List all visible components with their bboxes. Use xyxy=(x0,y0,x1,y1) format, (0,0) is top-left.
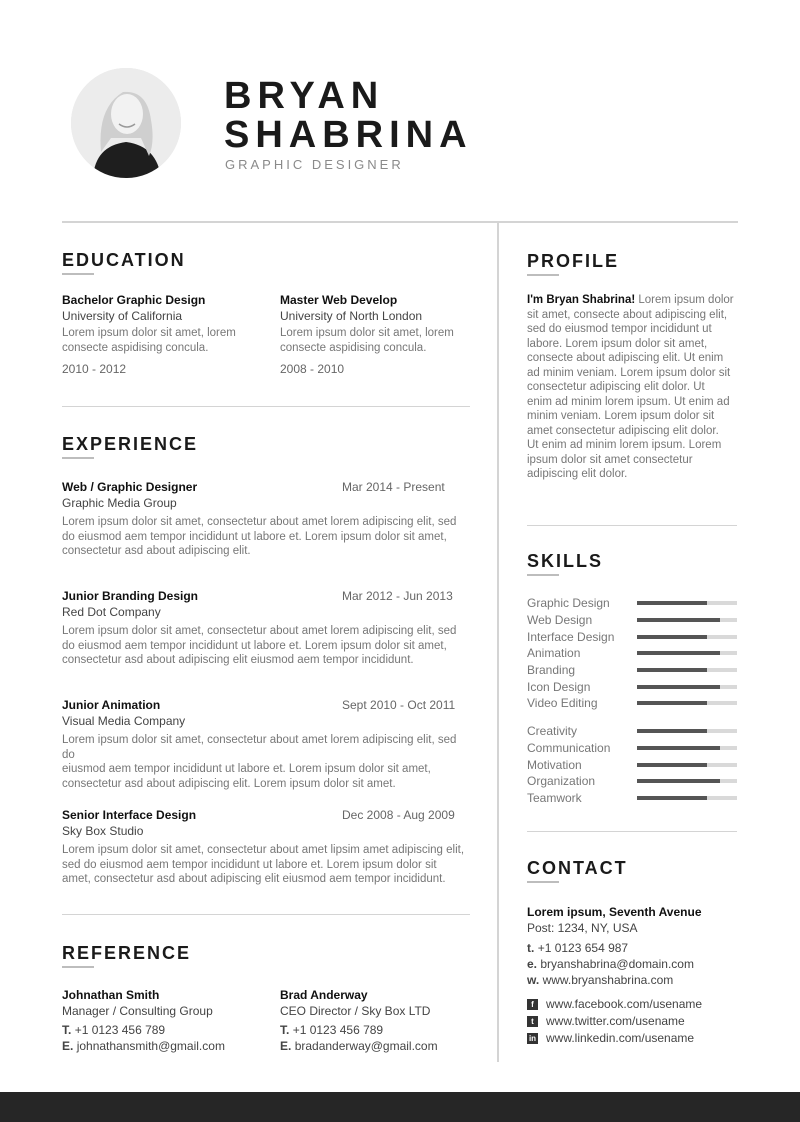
email-value[interactable]: johnathansmith@gmail.com xyxy=(76,1039,225,1053)
email-label: e. xyxy=(527,957,538,971)
skill-bar xyxy=(637,651,737,655)
profile-line: minim veniam. Lorem ipsum dolor sit xyxy=(527,410,715,422)
contact-address: Lorem ipsum, Seventh Avenue xyxy=(527,905,702,919)
contact-post: Post: 1234, NY, USA xyxy=(527,921,638,935)
experience-desc: consectetur asd about adipiscing elit. Lorem ipsum dolor sit amet. xyxy=(62,777,396,790)
web-label: w. xyxy=(527,973,540,987)
experience-desc: do eiusmod aem tempor incididunt ut labore et. Lorem ipsum dolor sit amet, xyxy=(62,639,447,652)
experience-company: Red Dot Company xyxy=(62,605,161,619)
skill-label: Motivation xyxy=(527,757,582,772)
profile-line: sed do eiusmod tempor incididunt ut xyxy=(527,323,712,335)
skill-label: Video Editing xyxy=(527,696,598,711)
experience-desc: consectetur asd about adipiscing elit eiusmod aem tempor incididunt. xyxy=(62,654,414,666)
social-url[interactable]: www.twitter.com/usename xyxy=(546,1014,685,1028)
contact-heading: CONTACT xyxy=(527,858,628,878)
skill-row xyxy=(527,612,739,629)
reference-email xyxy=(62,1039,272,1053)
skill-row xyxy=(527,740,739,757)
contact-email xyxy=(527,957,742,971)
profile-intro: I'm Bryan Shabrina! xyxy=(527,294,636,306)
profile-line: consectetur adipiscing elit dolor. Ut xyxy=(527,381,705,393)
reference-item xyxy=(280,988,490,1053)
heading-underline xyxy=(527,274,559,276)
skill-bar xyxy=(637,618,737,622)
education-heading: EDUCATION xyxy=(62,250,186,270)
profile-line: amet consectetur adipiscing elit dolor. xyxy=(527,424,719,437)
education-desc: Lorem ipsum dolor sit amet, lorem xyxy=(62,327,236,339)
heading-underline xyxy=(62,273,94,275)
profile-line: Ut enim ad minim lorem ipsum. Lorem xyxy=(527,439,722,451)
profile-heading: PROFILE xyxy=(527,251,620,271)
profile-line: consecte about adipiscing elit. Ut enim xyxy=(527,352,724,364)
first-name: BRYAN xyxy=(224,75,385,117)
section-divider xyxy=(62,914,470,915)
profile-line: Lorem ipsum dolor xyxy=(638,294,734,306)
skill-row xyxy=(527,595,739,612)
education-degree: Master Web Develop xyxy=(280,293,398,307)
experience-desc: sed do eiusmod aem tempor incididunt ut labore et. Lorem ipsum dolor sit xyxy=(62,858,437,871)
linkedin-icon: in xyxy=(528,1033,537,1043)
skill-bar-fill xyxy=(637,763,707,767)
experience-heading: EXPERIENCE xyxy=(62,434,199,454)
skill-row xyxy=(527,678,739,695)
web-value[interactable]: www.bryanshabrina.com xyxy=(542,973,674,987)
experience-dates: Mar 2012 - Jun 2013 xyxy=(342,589,453,603)
experience-item xyxy=(62,808,472,887)
contact-website xyxy=(527,973,742,987)
email-value[interactable]: bryanshabrina@domain.com xyxy=(540,957,694,971)
reference-position: CEO Director / Sky Box LTD xyxy=(280,1004,431,1018)
social-links xyxy=(527,997,742,1045)
profile-line: adipiscing elit dolor. xyxy=(527,468,628,480)
skill-row xyxy=(527,723,739,740)
phone-label: T. xyxy=(62,1023,72,1037)
section-divider xyxy=(527,525,737,526)
skill-bar-fill xyxy=(637,635,707,639)
email-label: E. xyxy=(280,1039,292,1053)
experience-role: Junior Animation xyxy=(62,698,161,712)
skill-bar xyxy=(637,701,737,705)
email-value[interactable]: bradanderway@gmail.com xyxy=(294,1039,438,1053)
experience-dates: Mar 2014 - Present xyxy=(342,480,445,494)
skill-bar xyxy=(637,601,737,605)
reference-item xyxy=(62,988,272,1053)
profile-line: ad minim veniam. Lorem ipsum dolor sit xyxy=(527,366,731,379)
experience-item xyxy=(62,589,472,668)
experience-company: Visual Media Company xyxy=(62,714,186,728)
profile-line: labore. Lorem ipsum dolor sit amet, xyxy=(527,337,708,350)
experience-desc: Lorem ipsum dolor sit amet, consectetur about amet lipsim amet adipiscing elit, xyxy=(62,844,465,856)
reference-email xyxy=(280,1039,490,1053)
skill-bar xyxy=(637,635,737,639)
skill-bar-fill xyxy=(637,668,707,672)
skill-bar-fill xyxy=(637,701,707,705)
phone-label: T. xyxy=(280,1023,290,1037)
skill-bar xyxy=(637,746,737,750)
experience-dates: Sept 2010 - Oct 2011 xyxy=(342,698,456,712)
heading-underline xyxy=(527,574,559,576)
education-desc: consecte aspidising concula. xyxy=(62,341,209,354)
skill-bar xyxy=(637,668,737,672)
column-divider xyxy=(497,223,499,1062)
skill-label: Organization xyxy=(527,774,596,789)
heading-underline xyxy=(62,966,94,968)
skill-bar xyxy=(637,763,737,767)
profile-photo xyxy=(71,68,181,178)
phone-value[interactable]: +1 0123 456 789 xyxy=(74,1023,166,1037)
phone-value[interactable]: +1 0123 456 789 xyxy=(292,1023,384,1037)
skill-bar-fill xyxy=(637,796,707,800)
experience-desc: Lorem ipsum dolor sit amet, consectetur about amet lorem adipiscing elit, sed do xyxy=(62,734,457,761)
skill-label: Interface Design xyxy=(527,629,615,644)
reference-name: Johnathan Smith xyxy=(62,988,160,1002)
social-url[interactable]: www.linkedin.com/usename xyxy=(546,1031,695,1045)
skill-label: Animation xyxy=(527,646,581,661)
experience-desc: consectetur asd about adipiscing elit. xyxy=(62,545,251,557)
experience-item xyxy=(62,480,472,559)
skill-bar-fill xyxy=(637,729,707,733)
skill-label: Graphic Design xyxy=(527,596,610,611)
experience-company: Graphic Media Group xyxy=(62,496,177,510)
education-item xyxy=(280,293,480,376)
profile-text xyxy=(527,293,742,482)
contact-phone xyxy=(527,941,742,955)
education-item xyxy=(62,293,272,376)
skill-label: Web Design xyxy=(527,613,593,628)
skill-row xyxy=(527,645,739,662)
reference-phone xyxy=(280,1023,490,1037)
footer-bar xyxy=(0,1092,800,1122)
last-name: SHABRINA xyxy=(224,114,473,156)
twitter-icon: t xyxy=(527,1016,538,1027)
section-divider xyxy=(62,406,470,407)
skill-bar-fill xyxy=(637,651,720,655)
reference-name: Brad Anderway xyxy=(280,988,368,1002)
education-desc: Lorem ipsum dolor sit amet, lorem xyxy=(280,327,454,339)
skill-label: Communication xyxy=(527,741,611,756)
skill-row xyxy=(527,773,739,790)
social-url[interactable]: www.facebook.com/usename xyxy=(546,997,703,1011)
social-link-facebook[interactable] xyxy=(527,997,742,1011)
experience-company: Sky Box Studio xyxy=(62,824,144,838)
skill-bar-fill xyxy=(637,779,720,783)
experience-desc: do eiusmod aem tempor incididunt ut labore et. Lorem ipsum dolor sit amet, xyxy=(62,530,447,543)
job-title: GRAPHIC DESIGNER xyxy=(225,157,404,172)
experience-role: Junior Branding Design xyxy=(62,589,199,603)
section-divider xyxy=(527,831,737,832)
education-degree: Bachelor Graphic Design xyxy=(62,293,206,307)
profile-line: sit amet, consecte about adipiscing elit, xyxy=(527,308,728,321)
skill-bar-fill xyxy=(637,601,707,605)
heading-underline xyxy=(62,457,94,459)
reference-heading: REFERENCE xyxy=(62,943,192,963)
reference-phone xyxy=(62,1023,272,1037)
skill-bar-fill xyxy=(637,746,720,750)
education-years: 2010 - 2012 xyxy=(62,362,127,376)
skills-heading: SKILLS xyxy=(527,551,604,571)
education-school: University of North London xyxy=(280,309,423,323)
skill-bar xyxy=(637,729,737,733)
experience-desc: eiusmod aem tempor incididunt ut labore et. Lorem ipsum dolor sit amet, xyxy=(62,763,431,775)
education-years: 2008 - 2010 xyxy=(280,362,345,376)
heading-underline xyxy=(527,881,559,883)
skill-label: Teamwork xyxy=(527,791,582,806)
experience-desc: Lorem ipsum dolor sit amet, consectetur about amet lorem adipiscing elit, sed xyxy=(62,516,457,528)
contact-details xyxy=(527,905,742,1045)
social-link-twitter[interactable] xyxy=(527,1014,742,1028)
social-link-linkedin[interactable] xyxy=(527,1031,742,1045)
email-label: E. xyxy=(62,1039,74,1053)
experience-role: Web / Graphic Designer xyxy=(62,480,198,494)
skill-row xyxy=(527,628,739,645)
education-school: University of California xyxy=(62,309,183,323)
experience-dates: Dec 2008 - Aug 2009 xyxy=(342,808,455,822)
skill-bar xyxy=(637,685,737,689)
experience-desc: Lorem ipsum dolor sit amet, consectetur about amet lorem adipiscing elit, sed xyxy=(62,625,457,637)
profile-line: enim ad minim lorem ipsum. Ut enim ad xyxy=(527,395,730,408)
reference-position: Manager / Consulting Group xyxy=(62,1004,213,1018)
skills-group-technical xyxy=(527,595,739,712)
skill-label: Icon Design xyxy=(527,679,591,694)
phone-label: t. xyxy=(527,941,535,955)
person-icon xyxy=(71,68,181,178)
skill-row xyxy=(527,662,739,679)
facebook-icon: f xyxy=(527,999,538,1010)
education-desc: consecte aspidising concula. xyxy=(280,341,427,354)
skill-bar-fill xyxy=(637,685,720,689)
skill-row xyxy=(527,790,739,807)
phone-value[interactable]: +1 0123 654 987 xyxy=(537,941,629,955)
skill-row xyxy=(527,695,739,712)
experience-role: Senior Interface Design xyxy=(62,808,197,822)
profile-line: ipsum dolor sit amet consectetur xyxy=(527,453,693,466)
experience-desc: amet, consectetur asd about adipiscing elit eiusmod aem tempor incididunt. xyxy=(62,873,446,885)
skill-row xyxy=(527,756,739,773)
skills-group-personal xyxy=(527,723,739,806)
header-divider xyxy=(62,221,738,223)
experience-item xyxy=(62,698,472,791)
skill-label: Branding xyxy=(527,663,576,678)
skill-label: Creativity xyxy=(527,724,578,739)
skill-bar xyxy=(637,796,737,800)
skill-bar-fill xyxy=(637,618,720,622)
skill-bar xyxy=(637,779,737,783)
